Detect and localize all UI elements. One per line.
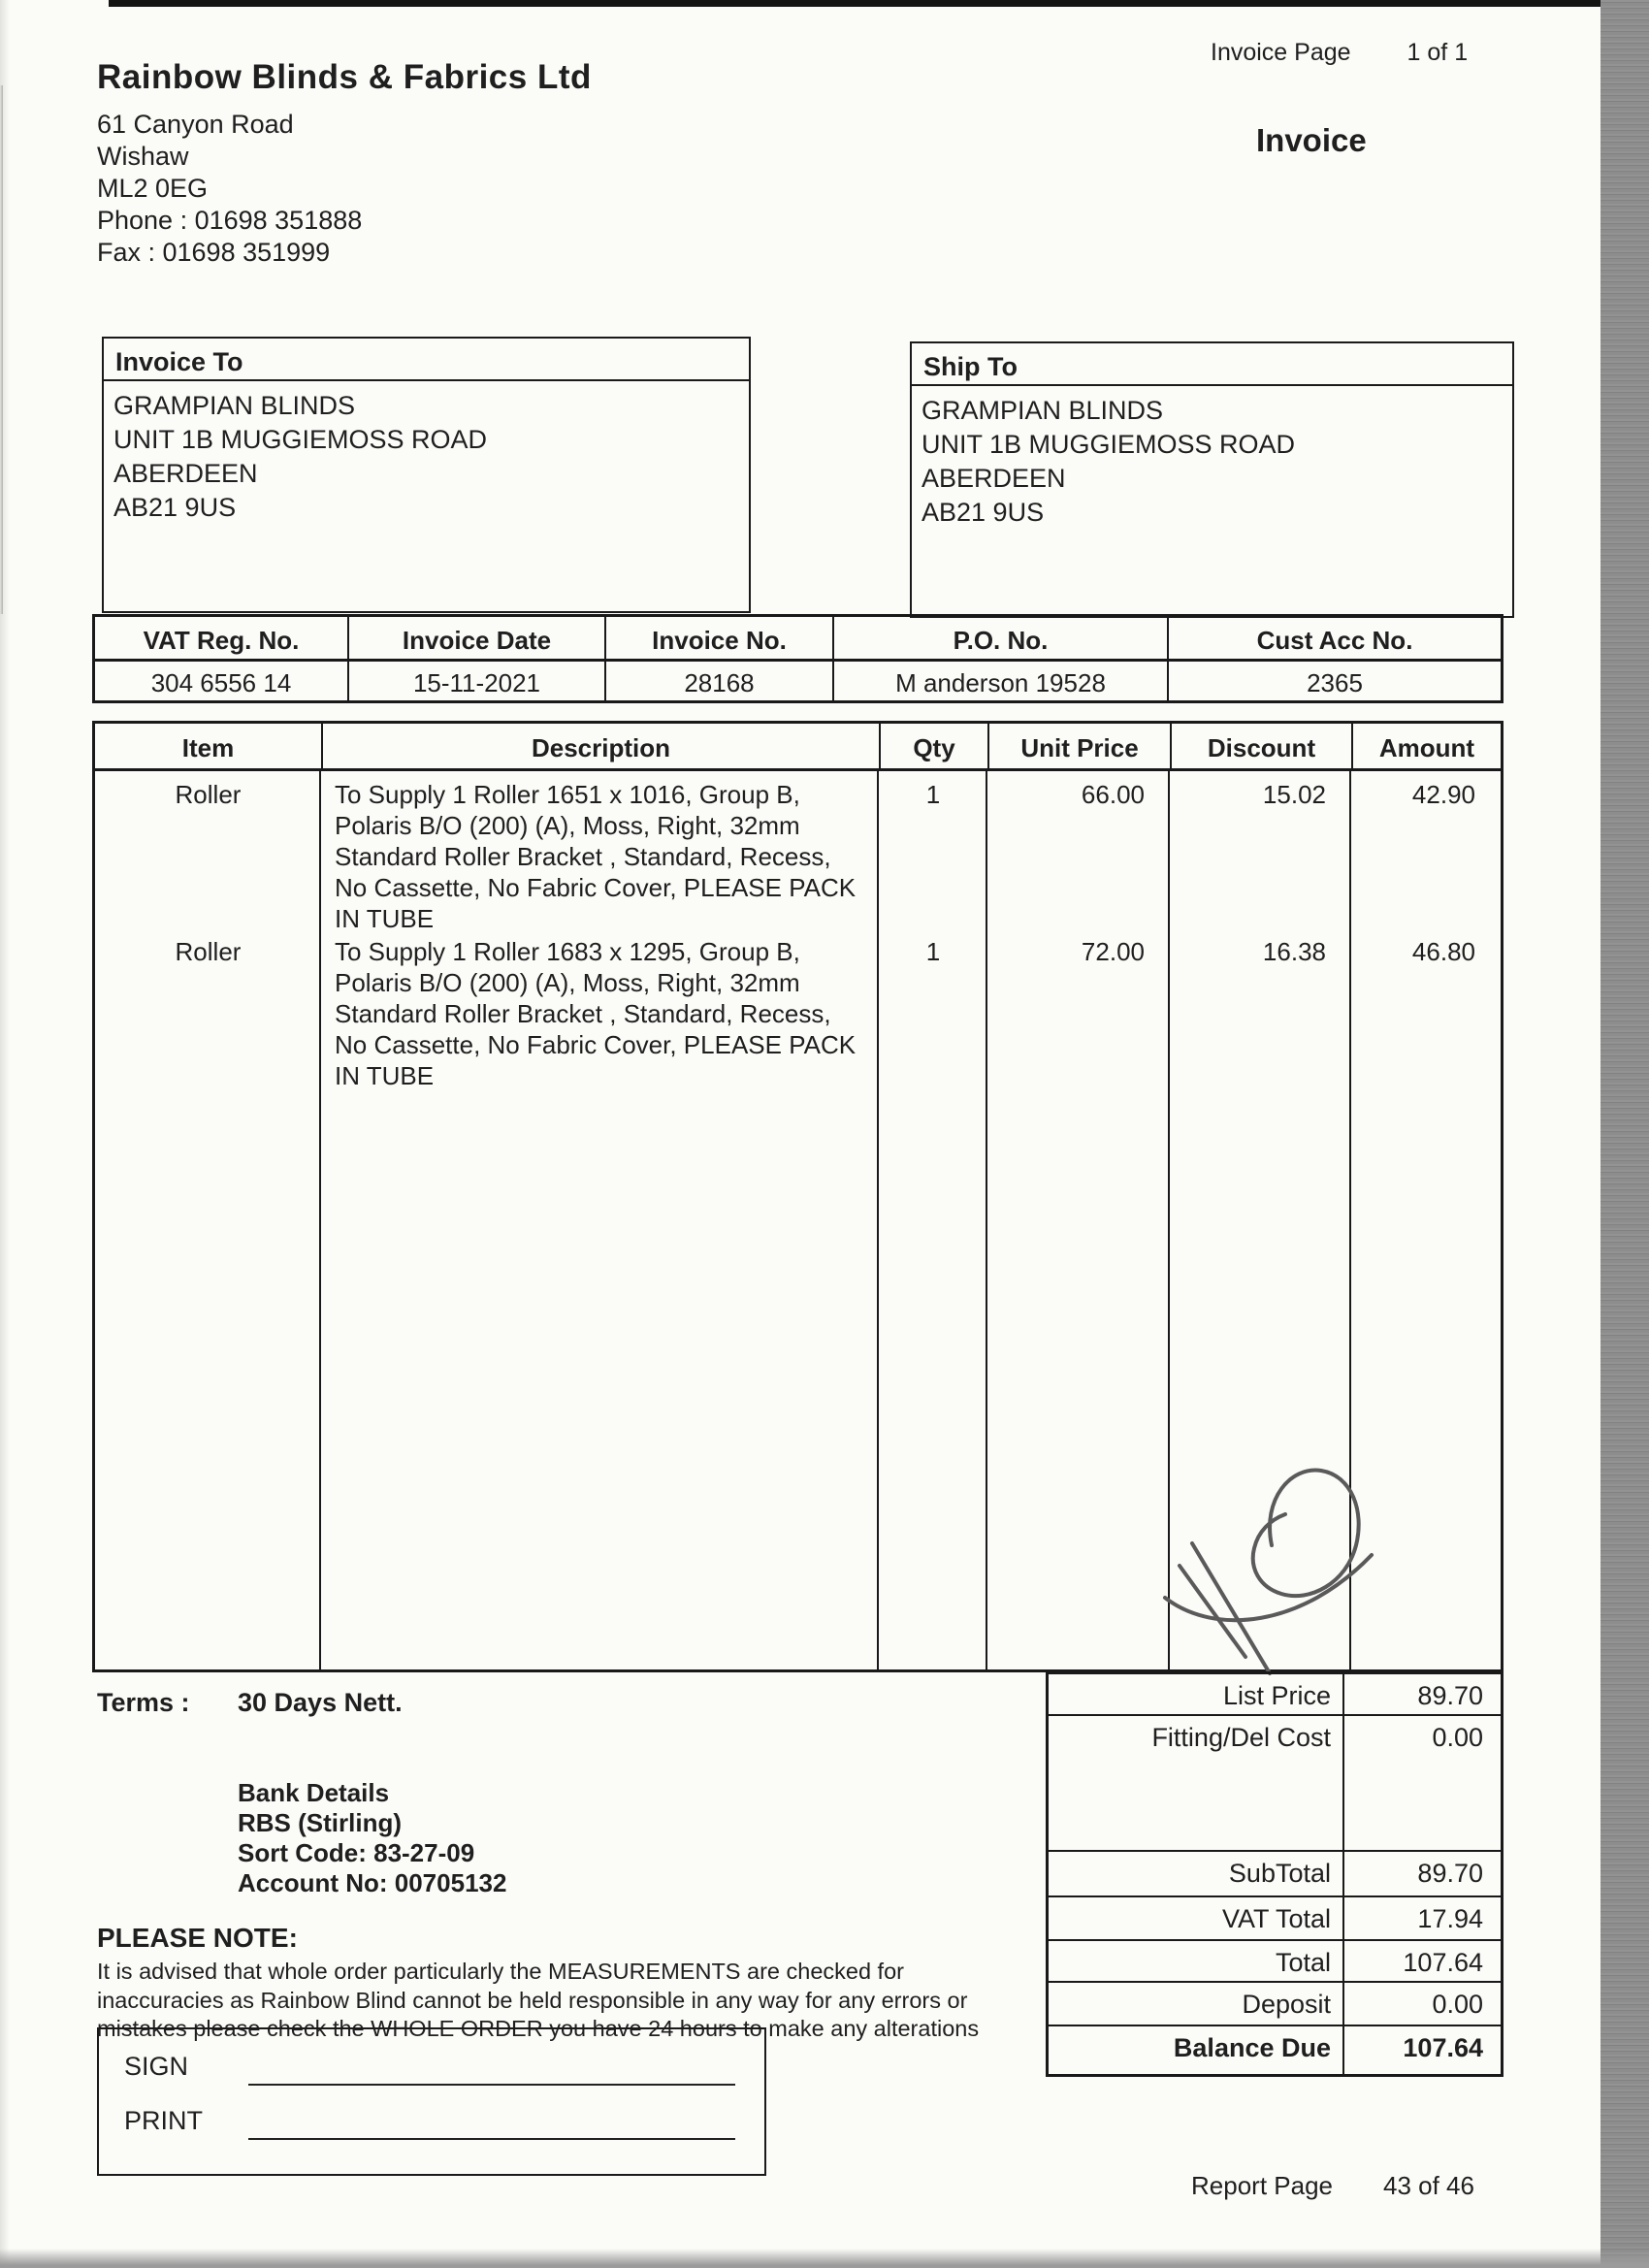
- ship-to-title: Ship To: [912, 343, 1512, 386]
- report-page-value: 43 of 46: [1382, 2171, 1474, 2200]
- info-table-header-row: [95, 617, 1501, 662]
- invoice-to-title: Invoice To: [104, 339, 749, 381]
- info-table-value-row: [95, 662, 1501, 700]
- totals-value: 17.94: [1417, 1904, 1483, 1933]
- scan-edge-top: [109, 0, 1649, 7]
- totals-row-fitting-del-cost: [1049, 1716, 1501, 1852]
- totals-row-subtotal: [1049, 1852, 1501, 1897]
- invoice-to-line: ABERDEEN: [113, 459, 258, 488]
- address-line-town: Wishaw: [97, 142, 189, 171]
- items-header-row: [95, 724, 1501, 771]
- info-value-cust-acc: 2365: [1167, 662, 1501, 700]
- info-header-po-no: P.O. No.: [832, 617, 1167, 659]
- address-line-fax: Fax : 01698 351999: [97, 238, 331, 267]
- invoice-to-address: [104, 381, 749, 525]
- totals-row-total: [1049, 1941, 1501, 1983]
- item-name: Roller: [175, 780, 242, 809]
- scan-edge-left-shade: [0, 0, 10, 2268]
- bank-details-title: Bank Details: [238, 1778, 390, 1807]
- totals-label: VAT Total: [1049, 1897, 1344, 1939]
- address-line-street: 61 Canyon Road: [97, 110, 294, 139]
- info-value-invoice-no: 28168: [604, 662, 832, 700]
- invoice-info-table: [92, 614, 1504, 703]
- bank-details-block: [238, 1778, 506, 1898]
- bank-account-no: Account No: 00705132: [238, 1868, 507, 1897]
- totals-row-deposit: [1049, 1983, 1501, 2026]
- totals-table: [1046, 1671, 1504, 2077]
- items-header-item: Item: [181, 733, 235, 762]
- disclaimer-text: It is advised that whole order particularly the MEASUREMENTS are checked for inaccuracies as Rainbow Blind cannot be held responsible in any way for any errors or mistakes please check the WHOLE ORDER you have 24 hours to make any alterations: [97, 1959, 980, 2041]
- info-value-invoice-date: 15-11-2021: [347, 662, 604, 700]
- item-description: To Supply 1 Roller 1651 x 1016, Group B, Polaris B/O (200) (A), Moss, Right, 32mm Standard Roller Bracket , Standard, Recess, No Cassette, No Fabric Cover, PLEASE PACK IN TUBE: [335, 780, 857, 933]
- totals-label: Deposit: [1049, 1983, 1344, 2025]
- ship-to-address: [912, 386, 1512, 530]
- scan-edge-right-band: [1600, 0, 1649, 2268]
- totals-value: 107.64: [1403, 2033, 1483, 2062]
- report-page-label: Report Page: [1191, 2171, 1333, 2200]
- item-amount: 42.90: [1411, 780, 1475, 809]
- handwritten-signature-scribble: [1149, 1450, 1377, 1683]
- items-header-unit-price: Unit Price: [987, 724, 1170, 768]
- info-header-invoice-no: Invoice No.: [604, 617, 832, 659]
- table-row: [95, 771, 1501, 934]
- totals-label: Fitting/Del Cost: [1049, 1716, 1344, 1850]
- item-qty: 1: [925, 937, 941, 966]
- invoice-to-line: UNIT 1B MUGGIEMOSS ROAD: [113, 425, 488, 454]
- info-header-cust-acc: Cust Acc No.: [1167, 617, 1501, 659]
- item-unit-price: 66.00: [1081, 780, 1145, 809]
- info-header-invoice-date: Invoice Date: [347, 617, 604, 659]
- info-value-po-no: M anderson 19528: [832, 662, 1167, 700]
- bank-sort-code: Sort Code: 83-27-09: [238, 1838, 475, 1867]
- items-header-description: Description: [321, 724, 879, 768]
- address-line-postcode: ML2 0EG: [97, 174, 209, 203]
- ship-to-box: [910, 341, 1514, 618]
- ship-to-line: AB21 9US: [922, 498, 1045, 527]
- company-name: Rainbow Blinds & Fabrics Ltd: [97, 58, 592, 96]
- totals-label: List Price: [1049, 1674, 1344, 1714]
- ship-to-line: ABERDEEN: [922, 464, 1066, 493]
- invoice-to-line: AB21 9US: [113, 493, 237, 522]
- sign-signature-line: [248, 2043, 735, 2086]
- item-discount: 15.02: [1262, 780, 1326, 809]
- item-qty: 1: [925, 780, 941, 809]
- sign-row: [124, 2043, 739, 2097]
- scan-edge-bottom: [0, 2249, 1649, 2268]
- totals-value: 107.64: [1403, 1948, 1483, 1977]
- sign-label: SIGN: [124, 2052, 189, 2081]
- item-unit-price: 72.00: [1081, 937, 1145, 966]
- column-divider: [986, 771, 987, 1669]
- print-signature-line: [248, 2097, 735, 2140]
- totals-row-list-price: [1049, 1674, 1501, 1716]
- totals-value: 0.00: [1432, 1990, 1483, 2019]
- item-name: Roller: [175, 937, 242, 966]
- item-amount: 46.80: [1411, 937, 1475, 966]
- invoice-page-indicator: [1211, 39, 1468, 67]
- please-note-title: PLEASE NOTE:: [97, 1923, 298, 1953]
- items-header-amount: Amount: [1351, 724, 1501, 768]
- bank-name: RBS (Stirling): [238, 1808, 402, 1837]
- print-label: PRINT: [124, 2106, 203, 2135]
- totals-value: 0.00: [1432, 1723, 1483, 1752]
- totals-label: SubTotal: [1049, 1852, 1344, 1895]
- column-divider: [319, 771, 321, 1669]
- totals-label: Total: [1049, 1941, 1344, 1981]
- totals-row-vat-total: [1049, 1897, 1501, 1941]
- invoice-page-label: Invoice Page: [1211, 39, 1351, 66]
- items-header-discount: Discount: [1170, 724, 1351, 768]
- invoice-to-box: [102, 337, 751, 613]
- address-line-phone: Phone : 01698 351888: [97, 206, 363, 235]
- item-discount: 16.38: [1262, 937, 1326, 966]
- totals-label: Balance Due: [1049, 2026, 1344, 2074]
- document-title: Invoice: [1256, 122, 1367, 158]
- column-divider: [877, 771, 879, 1669]
- company-address: [97, 109, 362, 269]
- items-header-qty: Qty: [879, 724, 987, 768]
- totals-value: 89.70: [1417, 1859, 1483, 1888]
- invoice-to-line: GRAMPIAN BLINDS: [113, 391, 356, 420]
- info-value-vat-reg: 304 6556 14: [150, 668, 292, 697]
- totals-row-balance-due: [1049, 2026, 1501, 2074]
- info-header-vat-reg: VAT Reg. No.: [143, 626, 300, 655]
- invoice-page-value: 1 of 1: [1406, 39, 1469, 66]
- terms-value: 30 Days Nett.: [238, 1688, 403, 1717]
- terms-label: Terms :: [97, 1688, 190, 1717]
- report-page-indicator: [1191, 2171, 1474, 2201]
- signature-box: [97, 2027, 766, 2176]
- table-row: [95, 934, 1501, 1091]
- ship-to-line: UNIT 1B MUGGIEMOSS ROAD: [922, 430, 1296, 459]
- print-row: [124, 2097, 739, 2152]
- item-description: To Supply 1 Roller 1683 x 1295, Group B, Polaris B/O (200) (A), Moss, Right, 32mm Standard Roller Bracket , Standard, Recess, No Cassette, No Fabric Cover, PLEASE PACK IN TUBE: [335, 937, 857, 1090]
- totals-value: 89.70: [1417, 1681, 1483, 1710]
- ship-to-line: GRAMPIAN BLINDS: [922, 396, 1164, 425]
